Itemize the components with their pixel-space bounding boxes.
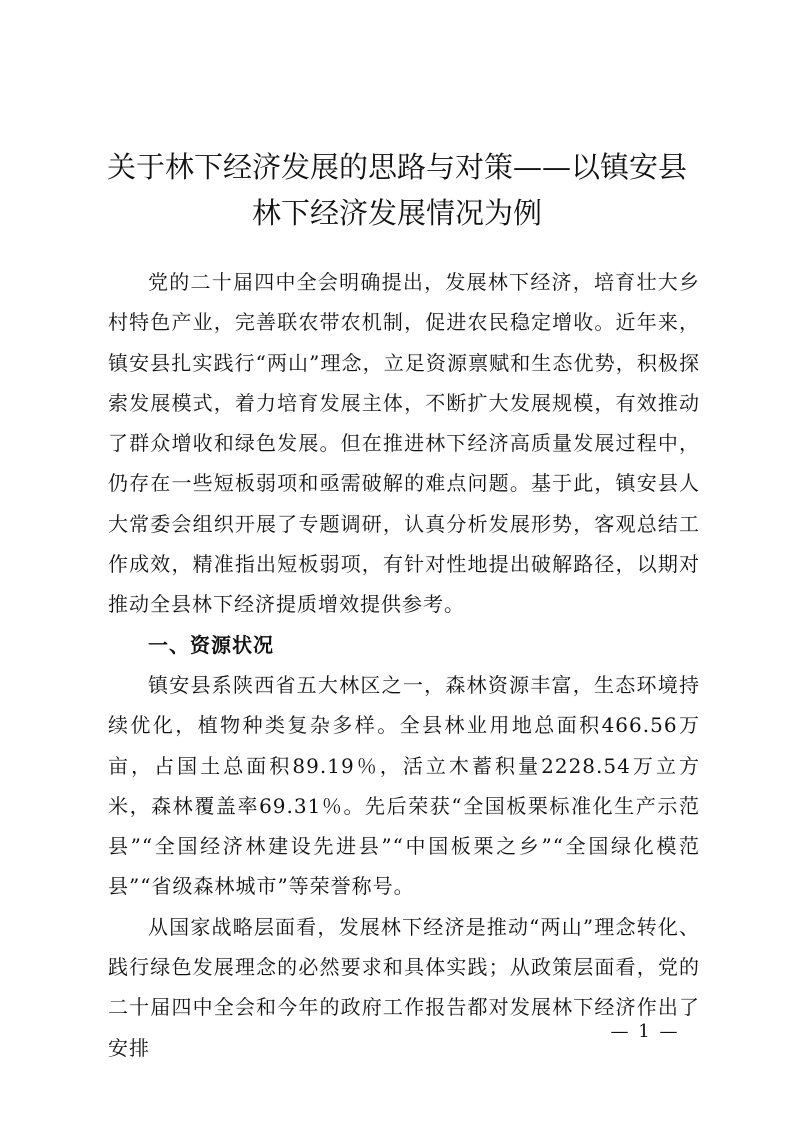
intro-paragraph: 党的二十届四中全会明确提出，发展林下经济，培育壮大乡村特色产业，完善联农带农机制，促进农民稳定增收。近年来，镇安县扎实践行“两山”理念，立足资源禀赋和生态优势，积极探索发展模式，着力培育发展主体，不断扩大发展规模，有效推动了群众增收和绿色发展。但在推进林下经济高质量发展过程中，仍存在一些短板弱项和亟需破解的难点问题。基于此，镇安县人大常委会组织开展了专题调研，认真分析发展形势，客观总结工作成效，精准指出短板弱项，有针对性地提出破解路径，以期对推动全县林下经济提质增效提供参考。 <box>108 270 700 617</box>
document-body <box>108 262 700 1068</box>
section-heading-resources: 一、资源状况 <box>148 632 274 657</box>
title-line-1: 关于林下经济发展的思路与对策——以镇安县 <box>106 150 687 184</box>
title-line-2: 林下经济发展情况为例 <box>251 196 542 230</box>
resources-paragraph: 镇安县系陕西省五大林区之一，森林资源丰富，生态环境持续优化，植物种类复杂多样。全县林业用地总面积466.56万亩，占国土总面积89.19％，活立木蓄积量2228.54万立方米，森林覆盖率69.31％。先后荣获“全国板栗标准化生产示范县”“全国经济林建设先进县”“中国板栗之乡”“全国绿化模范县”“省级森林城市”等荣誉称号。 <box>108 672 700 899</box>
page-number: — 1 — <box>610 1021 680 1042</box>
document-title <box>98 144 696 236</box>
strategy-paragraph: 从国家战略层面看，发展林下经济是推动“两山”理念转化、践行绿色发展理念的必然要求和具体实践；从政策层面看，党的二十届四中全会和今年的政府工作报告都对发展林下经济作出了安排 <box>108 914 700 1060</box>
